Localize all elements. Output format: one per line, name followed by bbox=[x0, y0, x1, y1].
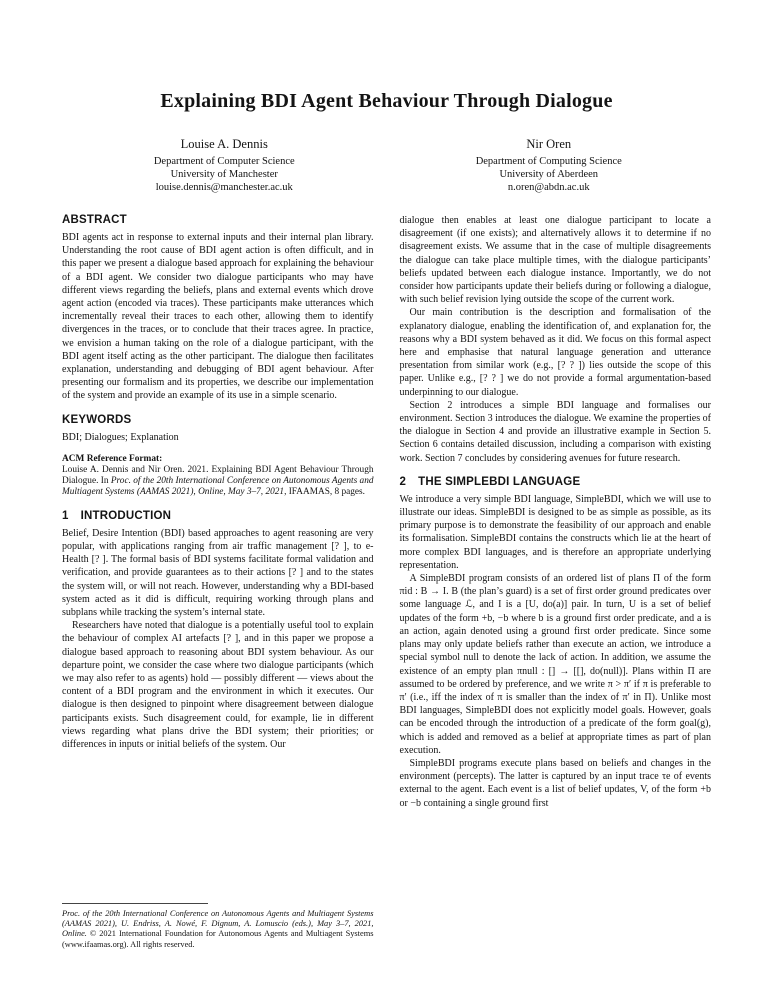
acm-reference-venue: Proc. of the 20th International Conference on Autonomous Agents and Multiagent Systems (AAMAS 2021), Online, May 3–7, 2021 bbox=[62, 476, 374, 498]
author-email-link[interactable]: n.oren@abdn.ac.uk bbox=[507, 182, 590, 193]
author-department: Department of Computer Science bbox=[153, 156, 295, 167]
author-block-dennis bbox=[68, 137, 380, 194]
right-column bbox=[400, 214, 712, 976]
author-email-link[interactable]: louise.dennis@manchester.ac.uk bbox=[155, 182, 293, 193]
section-number: 1 bbox=[62, 509, 69, 522]
author-block-oren bbox=[393, 137, 705, 194]
footnote-rule bbox=[62, 903, 208, 904]
author-university: University of Aberdeen bbox=[499, 169, 599, 180]
acm-reference-text bbox=[62, 465, 374, 499]
acm-reference-pages: , IFAAMAS, 8 pages. bbox=[284, 487, 365, 498]
acm-reference-authors: Louise A. Dennis and Nir Oren. 2021. Explaining BDI Agent Behaviour Through Dialogue. In bbox=[62, 464, 374, 487]
keywords-heading: KEYWORDS bbox=[62, 413, 132, 426]
footnote-copyright: © 2021 International Foundation for Autonomous Agents and Multiagent Systems (www.ifaamas.org). All rights reserved. bbox=[62, 929, 374, 949]
intro-continuation-paragraph: dialogue then enables at least one dialogue participant to locate a disagreement (if one exists); and alternatively allows it to determine if no disagreement exists. We assume that in the case of multiple disagreements the dialogue can take place multiple times, with the dialogue participants’ beliefs updated between each dialogue instance. Importantly, we do not consider how participants update their beliefs during or following a dialogue, with such belief revision lying outside the scope of the current work. bbox=[399, 215, 711, 306]
abstract-text: BDI agents act in response to external inputs and their internal plan library. Understanding the root cause of BDI agent action is often difficult, and in this paper we present a dialogue based approach for explaining the behaviour of a BDI agent. We consider two dialogue participants who may have different views regarding the beliefs, plans and external events which drove agent action (encoded via traces). These participants make utterances which incrementally reveal their traces to each other, allowing them to identify divergences in the traces, or to conclude that their traces agree. In practice, we envision a human taking on the role of a dialogue participant, with the BDI agent itself acting as the other participant. The dialogue then facilitates explanation, understanding and debugging of BDI agent behaviour. After presenting our formalism and its properties, we describe our implementation of the system and provide an example of its use in a simple scenario. bbox=[62, 232, 374, 402]
section-2-heading bbox=[400, 476, 712, 488]
copyright-footnote bbox=[62, 903, 374, 976]
abstract-heading: ABSTRACT bbox=[62, 214, 127, 226]
contribution-paragraph: Our main contribution is the description and formalisation of the explanatory dialogue, enabling the identification of, and explanation for, the reasons why a BDI system behaved as it did. We focus on this formal aspect here and emphasise that natural language generation and utterance presentation from similar work (e.g., [? ? ]) lies outside the scope of this paper. Unlike e.g., [? ? ] we do not provide a formal argumentation-based underpinning to our dialogue. bbox=[399, 307, 711, 398]
keywords-text: BDI; Dialogues; Explanation bbox=[62, 431, 179, 443]
intro-paragraph-1: Belief, Desire Intention (BDI) based approaches to agent reasoning are very popular, with applications ranging from air traffic management [? ], to e-Health [? ]. The formal basis of BDI systems facilitate formal validation and verification, and provide guarantees as to their actions [? ] and to the states the system will, or will not reach. However, understanding why a BDI-based system acted as it did is difficult, requiring working through plans and subplans while tracking the system’s internal state. bbox=[62, 527, 374, 618]
author-department: Department of Computing Science bbox=[475, 156, 622, 167]
author-university: University of Manchester bbox=[170, 169, 278, 180]
two-column-body bbox=[62, 214, 711, 976]
footnote-text bbox=[62, 909, 374, 950]
author-row bbox=[62, 137, 711, 194]
section-number: 2 bbox=[399, 475, 407, 488]
paper-title: Explaining BDI Agent Behaviour Through Dialogue bbox=[160, 90, 613, 112]
simplebdi-paragraph-1: We introduce a very simple BDI language, SimpleBDI, which we will use to illustrate our ideas. SimpleBDI is designed to be as simple as possible, as its primary purpose is to demonstrate the feasibility of our approach and enable its formalisation. SimpleBDI contains the constructs which lie at the heart of more complex BDI languages, and is therefore an appropriate underlying representation. bbox=[399, 493, 711, 571]
section-1-heading bbox=[62, 510, 374, 522]
intro-paragraph-2: Researchers have noted that dialogue is a potentially useful tool to explain the behaviour of complex AI artefacts [? ], and in this paper we propose a dialogue based approach to reasoning about BDI system behaviour. As our departure point, we consider the case where two dialogue participants (which we may also refer to as agents) hold — possibly different — views about the content of a BDI program and the environment in which it executes. Our dialogue is then designed to pinpoint where disagreement between dialogue participants exists. Such disagreement could, for example, lie in different views regarding what plans drive the BDI system; their priorities; or differences in inputs or initial beliefs of the system. Our bbox=[62, 620, 374, 750]
footnote-venue: Proc. of the 20th International Conference on Autonomous Agents and Multiagent Systems (AAMAS 2021), U. Endriss, A. Nowé, F. Dignum, A. Lomuscio (eds.), May 3–7, 2021, Online. bbox=[62, 908, 374, 939]
acm-reference-heading: ACM Reference Format: bbox=[62, 453, 163, 464]
simplebdi-paragraph-2: A SimpleBDI program consists of an ordered list of plans Π of the form πid : B → I. B (the plan’s guard) is a set of first order ground predicates over some language ℒ, and I is a [U, do(a)] pair. In turn, U is a set of belief updates of the form +b, −b where b is a ground first order predicate, and a is an action, again denoted using a ground first order predicate. Since some plans may only update beliefs rather than execute an action, we introduce a special symbol null to denote the lack of action. In addition, we assume the existence of an empty plan πnull : [] → [[], do(null)]. Plans within Π are assumed to be ordered by preference, and we write π > π′ if π is preferable to π′ (i.e., iff the index of π is smaller than the index of π′ in Π). Unlike most BDI languages, SimpleBDI does not explicitly model goals. However, goals can be encoded through the introduction of a predicate of the form goal(g), which is added and removed as a belief at appropriate times as part of plan execution. bbox=[399, 573, 711, 756]
author-name: Louise A. Dennis bbox=[180, 137, 268, 151]
left-column bbox=[62, 214, 374, 976]
section-title: THE SIMPLEBDI LANGUAGE bbox=[418, 475, 581, 488]
section-title: INTRODUCTION bbox=[80, 509, 172, 522]
author-name: Nir Oren bbox=[526, 137, 572, 151]
outline-paragraph: Section 2 introduces a simple BDI language and formalises our environment. Section 3 introduces the dialogue. We examine the properties of the dialogue in Section 4 and provide an illustrative example in Section 5. Section 6 contains detailed discussion, including a comparison with existing work. Section 7 concludes by considering avenues for future research. bbox=[399, 399, 711, 464]
simplebdi-paragraph-3: SimpleBDI programs execute plans based on beliefs and changes in the environment (percepts). The latter is captured by an input trace τe of events external to the agent. Each event is a list of belief updates, V, of the form +b or −b containing a single ground first bbox=[399, 757, 711, 809]
